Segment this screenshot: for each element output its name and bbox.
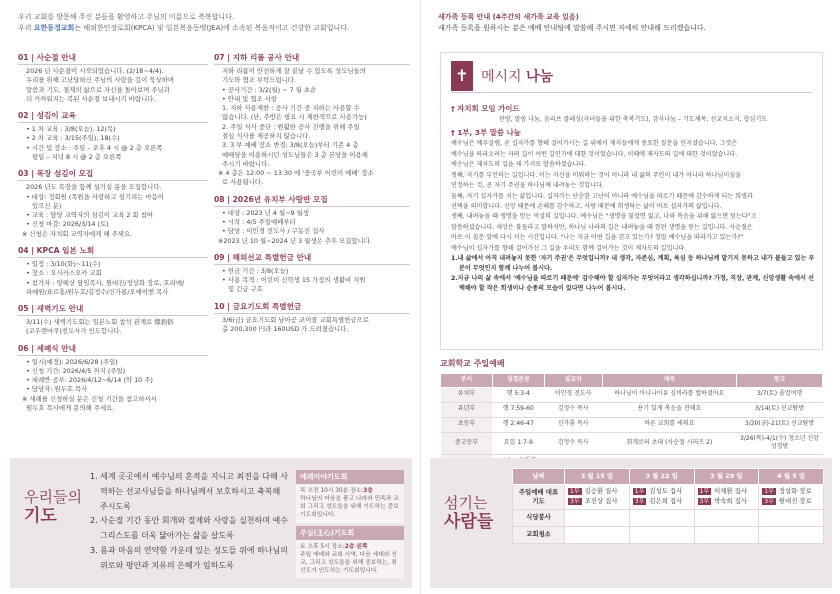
announcement-line: • 신청 기간: 2026/4/5 까지 (주일): [26, 366, 126, 375]
table-cell: 회개로의 초대 (사순절 시리즈 2): [602, 432, 737, 454]
announcement-line: • 1 차 교육 : 3/8(오늘), 12(목): [26, 125, 116, 134]
church-affiliation: [18, 23, 413, 34]
small-group-guide-title: † 자치회 모임 가이드: [451, 104, 520, 113]
sermon-paragraphs: [451, 139, 815, 253]
announcement-line: • 시간 및 장소 : 주일 – 오후 4 시 @ 2 층 오른쪽: [26, 143, 163, 152]
announcement-line: • 교육 : 담당 교역자의 섬김이 교육 2 회 참여: [26, 211, 154, 220]
announcement-line: • 2 차 교육 : 3/15(주일), 18(수): [26, 134, 120, 143]
sermon-paragraph-line: 인정하는 것, 곧 자기 주권을 하나님께 내려놓는 것입니다.: [451, 182, 604, 190]
servers-title: [444, 494, 493, 532]
table-row: [441, 402, 823, 417]
new-family-title: 새가족 등록 안내 (4주간의 새가족 교육 있음): [438, 13, 579, 21]
table-row: [513, 485, 824, 509]
server-name: 박숙희 집사: [714, 496, 748, 505]
announcement-line: 3. 3 부 예배 장소 변경: 3/8(오늘)부터 기존 4 층: [222, 141, 359, 150]
announcement-line: • 안내 및 협조 사항: [222, 94, 278, 103]
prayer-item: 3. 몸과 마음의 연약함 가운데 있는 성도들 위에 하나님의 위로와 평안과 치유의 은혜가 임하도록: [90, 545, 288, 570]
jusim-desc: 주일 예배와 교회 사역, 다음 세대와 선교, 그리고 성도들을 위해 중보하는, 평신도가 인도하는 기도회입니다.: [300, 551, 397, 575]
service-number-badge: 3부: [699, 497, 710, 505]
server-name: 김승환 집사: [584, 487, 618, 496]
announcement-title: 05 | 새벽기도 안내: [18, 303, 208, 316]
department-cell: 중고등부: [441, 432, 493, 454]
servers-title-b: 사람들: [444, 512, 494, 532]
jeremiah-prayer-header: 예레미야기도회: [296, 470, 404, 484]
announcement-line: • 대상: 정회원 (목원을 사랑하고 섬기려는 마음이: [26, 192, 164, 201]
service-number-badge: 1부: [634, 488, 645, 496]
server-name: 정상화 장로: [778, 487, 812, 496]
table-cell: 3/20(금)-21(토) 선교탐방: [737, 417, 823, 432]
server-cell: [565, 526, 630, 543]
column-header: 3 월 29 일: [694, 469, 759, 485]
server-name: 김은희 집사: [649, 496, 683, 505]
server-cell: [759, 485, 824, 509]
announcement-line: • 일시(예정): 2026/6/28 (주일): [26, 357, 118, 366]
message-body: [451, 101, 815, 294]
announcement-section: [18, 245, 208, 297]
sermon-share-title: † 1부, 3부 말씀 나눔: [451, 127, 521, 137]
announcements-column-2: [214, 52, 410, 340]
announcement-line: 2026 년도 목장을 함께 섬기실 분을 모집합니다.: [26, 183, 162, 192]
column-header: 부서: [441, 374, 493, 388]
announcement-title: 01 | 사순절 안내: [18, 52, 208, 65]
welcome-intro: [18, 12, 413, 33]
server-entry: [568, 487, 626, 497]
table-cell: 김정수 목사: [544, 402, 602, 417]
jeremiah-prayer-time: [300, 487, 400, 495]
sermon-paragraph-line: 말씀하셨습니다. 세상은 불들라고 말하지만, 하나님 나라의 길은 내려놓을 때 참된 생명을 얻는 길입니다. 사순절은: [451, 223, 753, 231]
server-cell: [629, 485, 694, 509]
announcement-section: [18, 52, 208, 104]
prayer-title-a: 우리들의: [24, 488, 82, 506]
jeremiah-place: 3층: [363, 488, 373, 495]
servers-table: [512, 468, 824, 544]
announcement-title: 03 | 목장 섬김이 모집: [18, 168, 208, 181]
role-label: 교회청소: [513, 526, 565, 543]
new-family-notice: [438, 12, 833, 33]
server-cell: [629, 509, 694, 526]
announcement-line: • 담당자: 원두호 목사: [26, 385, 88, 394]
announcement-section: [214, 301, 410, 335]
announcement-line: 원두호 목사에게 문의해 주세요.: [26, 404, 115, 413]
service-number-badge: 3부: [634, 497, 645, 505]
table-cell: 행 5:3-4: [492, 387, 544, 402]
sermon-paragraph-line: 둘째, 자기 십자가를 지는 삶입니다. 십자가는 단순한 고난이 아니라 예수님을 따르기 때문에 감수하게 되는 희생과: [451, 192, 753, 200]
table-cell: 하나님이 아니나이유 심비라를 벌하셨어요: [602, 387, 737, 402]
table-row: [441, 417, 823, 432]
sermon-paragraph-line: 예수님은 제자도의 길을 세 가지로 말씀하셨습니다.: [451, 161, 587, 169]
jusim-place: 2층 왼쪽: [344, 543, 368, 550]
jeremiah-desc: 하나님의 마음을 품고 나라와 민족과 교회 그리고 성도들을 위해 기도하는 중보기도회입니다.: [300, 496, 399, 519]
server-entry: [698, 497, 756, 507]
servers-section: [430, 458, 832, 588]
server-name: 원대진 장로: [778, 496, 812, 505]
table-cell: 행 2:46-47: [492, 417, 544, 432]
announcement-title: 04 | KPCA 일본 노회: [18, 245, 208, 258]
announcement-line: 3/11(수) 새벽기도회는 일본노회 참석 관계로 燦刹俗: [26, 318, 174, 327]
announcement-line: 예배당을 이용하시던 성도님들은 3 층 본당을 이용해: [222, 150, 368, 159]
message-title: [481, 67, 553, 87]
server-cell: [694, 485, 759, 509]
prayer-meetings: [296, 470, 404, 581]
column-header: 3 월 15 일: [565, 469, 630, 485]
table-row: [513, 526, 824, 543]
announcement-line: 주시기 바랍니다.: [222, 159, 270, 168]
cross-icon: ✝: [451, 61, 473, 91]
table-cell: 용기 있게 복음을 전해요: [602, 402, 737, 417]
servers-title-a: 섬기는: [444, 494, 488, 512]
announcement-line: • 공사기간 : 3/2(월) ~ 7 월 초순: [222, 85, 317, 94]
announcement-line: 있으신 분): [32, 201, 62, 210]
announcement-line: ※2023 년 10 월~2024 년 3 월생은 추후 모집합니다.: [218, 236, 372, 245]
role-label: 주일예배 대표기도: [513, 485, 565, 509]
announcement-title: 06 | 세례식 안내: [18, 343, 208, 356]
jeremiah-prayer-body: [296, 484, 404, 522]
department-cell: 유년부: [441, 402, 493, 417]
announcement-section: [214, 252, 410, 295]
announcement-line: 총 200,300 円과 160USD 가 드려졌습니다.: [222, 324, 349, 333]
announcement-title: 08 | 2026년 유치부 사랑반 모집: [214, 194, 410, 207]
prayer-item: 2. 사순절 기간 동안 회개와 절제와 사랑을 실천하며 예수 그리스도를 더욱 닮아가는 삶을 살도록: [90, 516, 288, 541]
server-cell: [694, 526, 759, 543]
announcement-line: 및 긴급 구호: [228, 285, 263, 294]
department-cell: 초등부: [441, 417, 493, 432]
role-label: 식당봉사: [513, 509, 565, 526]
table-cell: 3/14(토) 선교탐방: [737, 402, 823, 417]
table-cell: 바른 교회를 세워요: [602, 417, 737, 432]
right-panel: [420, 0, 840, 594]
table-row: [441, 387, 823, 402]
servers-header-row: [513, 469, 824, 485]
sermon-paragraph-line: 선택을 의미합니다. 신앙 때문에 손해를 감수하고, 사랑 때문에 희생하는 삶이 바로 십자가의 삶입니다.: [451, 203, 722, 210]
service-number-badge: 3부: [570, 497, 580, 505]
column-header: 3 월 22 일: [629, 469, 694, 485]
jusim-prayer-body: [296, 540, 404, 578]
discussion-question-1: 1.내 삶에서 아직 내려놓지 못한 '자기 주권'은 무엇입니까? 내 생각, 자존심, 계획, 욕심 등 하나님께 맡기지 못하고 내가 붙들고 있는 부분이 무엇인지 함께 나누어 봅시다.: [451, 255, 815, 272]
affiliation-prefix: 우리: [18, 23, 34, 32]
column-header: 제목: [602, 374, 737, 388]
announcement-line: • 세례반 공부: 2026/4/12~6/14 (약 10 주): [26, 376, 153, 385]
announcement-section: [214, 52, 410, 188]
table-row: [513, 509, 824, 526]
affiliation-text: 는 해외한인장로회(KPCA) 및 일본복음동맹(JEA)에 소속된 복음적이고 건강한 교회입니다.: [74, 23, 350, 32]
announcement-line: ※ 세례를 신청하실 분은 신청 기간을 참고하셔서: [22, 394, 157, 403]
service-number-badge: 1부: [570, 488, 580, 496]
jusim-prayer-time: [300, 543, 400, 551]
message-sharing-box: [440, 52, 823, 350]
announcement-line: (코우렌마쿠)전도사가 인도합니다.: [26, 327, 122, 336]
small-group-guide-body: 찬양, 말씀 나눔, 음리브 블레싱(자녀들을 위한 축복기도), 감사나눔 – 기도제목, 선교지소식, 합심기도: [498, 116, 768, 124]
server-entry: [698, 487, 756, 497]
service-number-badge: 1부: [699, 488, 710, 496]
table-cell: 이민경 전도사: [544, 387, 602, 402]
sermon-paragraph-line: 예수님은 예루살렘, 곧 십자가를 향해 걸어가시는 길 위에서 제자들에게 중요한 질문을 던지셨습니다. 그것은: [451, 140, 738, 148]
server-name: 김성도 집사: [649, 487, 683, 496]
department-cell: 유치부: [441, 387, 493, 402]
sermon-paragraph-line: 예수님을 따라오려는 자의 길이 어떤 길인가에 대한 것이었습니다. 이때에 제자도의 길에 대한 것이었습니다.: [451, 150, 738, 158]
service-number-badge: 3부: [764, 497, 774, 505]
table-cell: 요일 1:7-9: [492, 432, 544, 454]
table-cell: 신가룡 목사: [544, 417, 602, 432]
jusim-prayer-header: 주심(主心)기도회: [296, 526, 404, 540]
prayer-list: [90, 470, 290, 574]
message-title-a: 메시지: [481, 69, 527, 85]
announcement-line: • 사용 목적 : 어린이 신학생 15 가정의 생활비 지원: [222, 276, 366, 285]
server-cell: [759, 509, 824, 526]
announcement-line: ※ 신청은 자치회 교역자에게 해 주세요.: [22, 229, 133, 238]
table-cell: 3/26(목)-4/1(수) 청소년 신앙성경방: [737, 432, 823, 454]
server-entry: [762, 497, 820, 507]
announcement-line: • 참가자 : 양해상 담임목사, 원대진/정상화 장로, 호리에/: [26, 278, 185, 287]
announcement-line: 지하 리폼이 안전하게 잘 끝날 수 있도록 성도님들의: [222, 67, 366, 75]
announcement-section: [18, 168, 208, 239]
announcement-line: • 담당 : 이민경 전도사 / 구동진 집사: [222, 227, 325, 236]
message-title-b: 나눔: [526, 69, 554, 85]
column-header: 광고: [737, 374, 823, 388]
server-cell: [565, 509, 630, 526]
server-cell: [759, 526, 824, 543]
announcement-title: 07 | 지하 리폼 공사 안내: [214, 52, 410, 65]
announcement-section: [214, 194, 410, 246]
announcement-line: 1. 지하 사용제한 : 공사 기간 중 지하는 사용할 수: [222, 104, 360, 113]
announcement-title: 10 | 금요기도회 특별헌금: [214, 301, 410, 314]
sermon-paragraph-line: 바로 이 질문 앞에 다시 서는 시간입니다. "나는 지금 어떤 길을 걷고 있는가? 정말 예수님을 따라가고 있는가?": [451, 234, 744, 242]
jeremiah-time-text: 목 오전 10시 30분 장소:: [300, 488, 364, 495]
announcement-line: 우리를 위해 고난당하신 주님의 사랑을 깊이 묵상하며: [26, 76, 175, 85]
table-row: [441, 432, 823, 454]
table-cell: 3/7(토) 졸업여행: [737, 387, 823, 402]
church-name: 요한동경교회: [33, 23, 75, 32]
announcement-section: [18, 110, 208, 162]
announcements-column-1: [18, 52, 208, 419]
server-name: 이제환 집사: [714, 487, 748, 496]
prayer-title: [24, 488, 82, 526]
announcement-section: [18, 303, 208, 337]
announcement-line: 기도와 협조 부탁드립니다.: [222, 76, 297, 85]
announcement-line: • 신청 마감: 2026/3/14 (토): [26, 220, 109, 229]
welcome-line: 우리 교회를 방문해 주신 분들을 환영하고 주님의 이름으로 축복합니다.: [18, 13, 235, 21]
prayer-item: 1. 세계 곳곳에서 예수님의 흔적을 지니고 최전을 다해 사역하는 선교사님들을 하나님께서 보호하시고 축복해 주시도록: [90, 472, 288, 511]
announcement-line: ※ 4 층은 12:00 ~ 13:30 에 '중국부 어린이 예배' 장소: [218, 169, 374, 178]
jusim-time-text: 토 오후 5시 장소:: [300, 543, 345, 550]
table-cell: 김정수 목사: [544, 432, 602, 454]
server-entry: [568, 497, 626, 507]
announcement-line: • 헌금 기간 : 3/8(오늘): [222, 266, 289, 275]
announcement-line: • 대상 : 2023 년 4 월~9 월생: [222, 208, 309, 217]
server-cell: [629, 526, 694, 543]
table-cell: 행 7:59-60: [492, 402, 544, 417]
message-header: [451, 61, 813, 93]
announcement-line: 3/6(금) 금요기도회 남아공 코이콜 교회특별헌금으로: [222, 315, 369, 324]
announcement-line: • 장소 : 오사카스오카 교회: [26, 269, 102, 278]
announcement-line: 평일 – 저녁 8 시 @ 2 층 오른쪽: [32, 152, 122, 161]
announcement-line: 2026 년 사순절이 시작되었습니다. (2/18~4/4).: [26, 67, 164, 75]
column-header: 설교자: [544, 374, 602, 388]
service-number-badge: 1부: [764, 488, 774, 496]
server-cell: [565, 485, 630, 509]
sermon-paragraph-line: 예수님이 십자가를 향해 걸어가신 그 길을 우리도 함께 걸어가는 것이 제자도의 길입니다.: [451, 244, 687, 252]
server-cell: [694, 509, 759, 526]
sermon-paragraph-line: 첫째, 자기를 부인하는 길입니다. 이는 자신을 미워하는 것이 아니라 내 삶의 주인이 내가 아니라 하나님이심을: [451, 171, 742, 179]
sunday-school-title: 교회학교 주일예배: [440, 359, 505, 368]
announcement-line: • 시작 : 4/5 주일예배부터: [222, 217, 296, 226]
announcement-line: 파예원/표르홍/원두호/김정수/신가룡/오에이엔 목사: [26, 287, 169, 296]
announcement-title: 02 | 성김이 교육: [18, 110, 208, 123]
announcement-line: 없습니다. (단, 주방은 필요 시 제한적으로 사용가능): [222, 113, 367, 122]
sunday-school-header-row: [441, 374, 823, 388]
announcement-line: 로 사용됩니다.: [222, 178, 264, 187]
column-header: 4 월 5 일: [759, 469, 824, 485]
column-header: 성경본문: [492, 374, 544, 388]
announcement-line: 말씀과 기도, 절제의 삶으로 자신을 돌아보며 주님과: [26, 85, 170, 94]
server-name: 조진상 집사: [584, 496, 618, 505]
server-entry: [762, 487, 820, 497]
column-header: 날짜: [513, 469, 565, 485]
announcement-line: 2. 주일 식사 중단 : 원활한 공사 진행을 위해 주일: [222, 122, 360, 131]
discussion-question-2: 2.지금 나의 삶 속에서 '예수님을 따르기 때문에' 감수해야 할 십자가는 무엇이라고 생각하십니까? 가정, 직장, 관계, 신앙생활 속에서 선택해야 할 작은 희생이나 순종의 모습이 있다면 나누어 봅시다.: [451, 275, 814, 292]
server-entry: [633, 487, 691, 497]
server-entry: [633, 497, 691, 507]
announcement-line: • 일정 : 3/10(화)~11(수): [26, 259, 101, 268]
prayer-section: [10, 458, 412, 588]
announcement-title: 09 | 해외선교 특별헌금 안내: [214, 252, 410, 265]
sermon-paragraph-line: 셋째, 내려놓을 때 생명을 얻는 역설의 길입니다. 예수님은 "생명을 불잡면 잃고, 나와 복음을 위해 잃으면 얻는다"고: [451, 213, 757, 221]
announcement-line: 더 가까워지는 복된 사순절 보내시기 바랍니다.: [26, 94, 156, 103]
new-family-desc: 새가족 등록을 원하시는 분은 예배 안내팀에 말씀해 주시면 자세히 안내해 드리겠습니다.: [438, 23, 706, 32]
prayer-title-b: 기도: [24, 506, 57, 526]
announcement-line: 점심 식사를 제공하지 않습니다.: [222, 131, 311, 140]
announcement-section: [18, 343, 208, 414]
